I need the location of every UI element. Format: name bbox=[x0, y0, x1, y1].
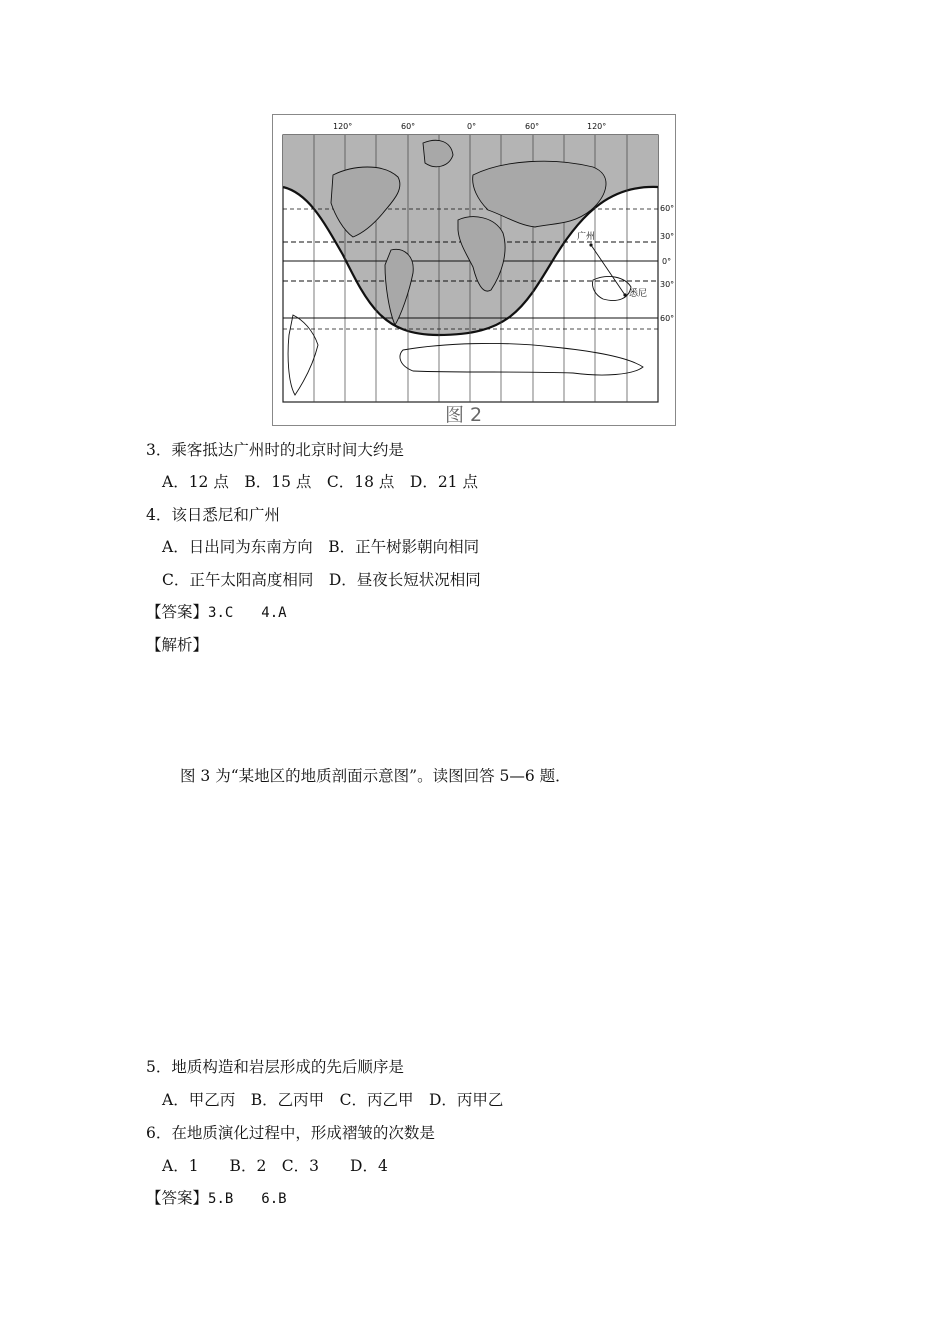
question-3-stem: 3．乘客抵达广州时的北京时间大约是 bbox=[146, 441, 404, 459]
world-map-graphic bbox=[273, 115, 675, 425]
question-6-stem: 6．在地质演化过程中，形成褶皱的次数是 bbox=[146, 1124, 435, 1142]
question-4-stem: 4．该日悉尼和广州 bbox=[146, 506, 280, 524]
question-6-options: A．1 B．2 C．3 D．4 bbox=[162, 1157, 388, 1175]
figure-2-map bbox=[272, 114, 676, 426]
lon-label: 60° bbox=[525, 122, 540, 131]
longitude-labels bbox=[333, 122, 606, 131]
figure-3-intro: 图 3 为“某地区的地质剖面示意图”。读图回答 5—6 题． bbox=[180, 767, 571, 785]
analysis-label: 【解析】 bbox=[146, 636, 209, 654]
answer-label: 【答案】 bbox=[146, 603, 209, 621]
lon-label: 0° bbox=[467, 122, 477, 131]
lat-label: 60° bbox=[660, 204, 675, 213]
answer-text: 3.C 4.A bbox=[208, 605, 287, 621]
question-5-options: A．甲乙丙 B．乙丙甲 C．丙乙甲 D．丙甲乙 bbox=[162, 1091, 504, 1109]
question-5-stem: 5．地质构造和岩层形成的先后顺序是 bbox=[146, 1058, 404, 1076]
question-4-options-line2: C．正午太阳高度相同 D．昼夜长短状况相同 bbox=[162, 571, 481, 589]
latitude-labels bbox=[660, 204, 674, 323]
question-4-options-line1: A．日出同为东南方向 B．正午树影朝向相同 bbox=[162, 538, 480, 556]
lat-label: 0° bbox=[662, 257, 672, 266]
lon-label: 60° bbox=[401, 122, 416, 131]
lat-label: 60° bbox=[660, 314, 675, 323]
sydney-label: 悉尼 bbox=[629, 289, 648, 299]
guangzhou-label: 广州 bbox=[577, 232, 596, 242]
figure-caption: 图 2 bbox=[445, 404, 483, 425]
lat-label: 30° bbox=[660, 280, 675, 289]
answer-block-1 bbox=[146, 602, 287, 623]
answer-block-2 bbox=[146, 1188, 287, 1209]
question-3-options: A．12 点 B．15 点 C．18 点 D．21 点 bbox=[162, 473, 478, 491]
lat-label: 30° bbox=[660, 232, 675, 241]
lon-label: 120° bbox=[587, 122, 607, 131]
lon-label: 120° bbox=[333, 122, 353, 131]
answer-label: 【答案】 bbox=[146, 1189, 209, 1207]
answer-text: 5.B 6.B bbox=[208, 1191, 287, 1207]
